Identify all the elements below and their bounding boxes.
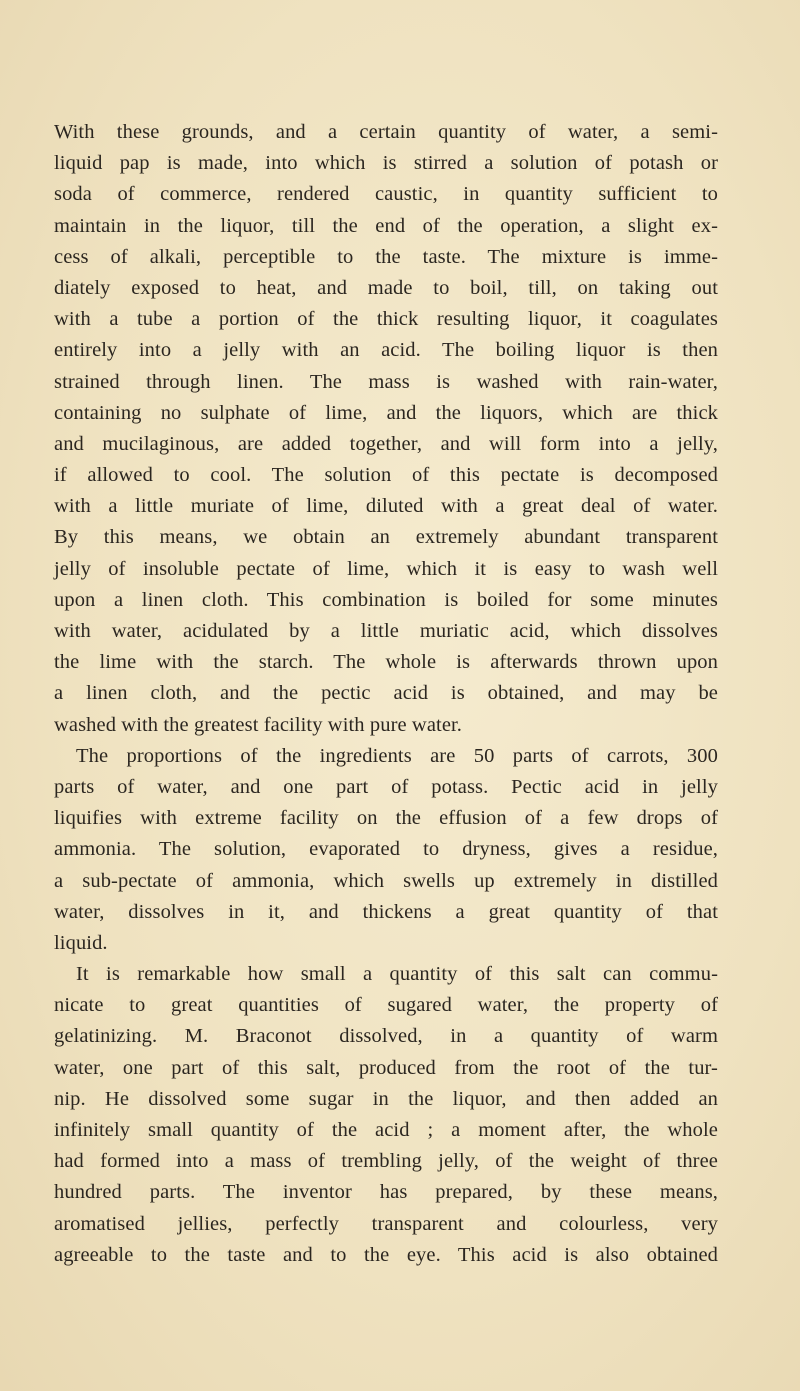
text-line: The proportions of the ingredients are 50 parts of carrots, 300 [76, 744, 718, 767]
text-line: if allowed to cool. The solution of this pectate is decomposed [54, 464, 718, 487]
text-line: agreeable to the taste and to the eye. This acid is also obtained [54, 1243, 718, 1266]
text-line: gelatinizing. M. Braconot dissolved, in a quantity of warm [54, 1025, 718, 1048]
text-line: liquid pap is made, into which is stirred a solution of potash or [54, 152, 718, 175]
text-line: and mucilaginous, are added together, and will form into a jelly, [54, 432, 718, 455]
text-line: liquifies with extreme facility on the effusion of a few drops of [54, 807, 718, 830]
text-line: had formed into a mass of trembling jelly, of the weight of three [54, 1150, 718, 1173]
text-line: containing no sulphate of lime, and the liquors, which are thick [54, 401, 718, 424]
text-line: jelly of insoluble pectate of lime, which it is easy to wash well [54, 557, 718, 580]
text-line: It is remarkable how small a quantity of this salt can commu- [76, 963, 718, 986]
text-line: nip. He dissolved some sugar in the liquor, and then added an [54, 1087, 718, 1110]
body-text [54, 117, 718, 1271]
text-line: water, dissolves in it, and thickens a great quantity of that [54, 900, 718, 923]
text-line: diately exposed to heat, and made to boil, till, on taking out [54, 276, 718, 299]
text-line: strained through linen. The mass is washed with rain-water, [54, 370, 718, 393]
text-line: the lime with the starch. The whole is afterwards thrown upon [54, 651, 718, 674]
text-line: soda of commerce, rendered caustic, in quantity sufficient to [54, 183, 718, 206]
text-line: washed with the greatest facility with pure water. [54, 713, 463, 736]
text-line: liquid. [54, 931, 108, 954]
text-line: With these grounds, and a certain quantity of water, a semi- [54, 121, 718, 143]
text-line: a sub-pectate of ammonia, which swells up extremely in distilled [54, 869, 718, 892]
text-line: hundred parts. The inventor has prepared, by these means, [54, 1181, 718, 1204]
text-line: with a tube a portion of the thick resulting liquor, it coagulates [54, 308, 718, 331]
text-line: aromatised jellies, perfectly transparent and colourless, very [54, 1212, 718, 1235]
text-line: a linen cloth, and the pectic acid is obtained, and may be [54, 682, 718, 705]
text-line: entirely into a jelly with an acid. The boiling liquor is then [54, 339, 718, 362]
text-line: maintain in the liquor, till the end of the operation, a slight ex- [54, 214, 718, 237]
text-line: with water, acidulated by a little muriatic acid, which dissolves [54, 620, 718, 642]
text-line: parts of water, and one part of potass. Pectic acid in jelly [54, 775, 718, 798]
text-line: with a little muriate of lime, diluted with a great deal of water. [54, 495, 718, 518]
text-line: cess of alkali, perceptible to the taste. The mixture is imme- [54, 245, 718, 268]
text-line: nicate to great quantities of sugared water, the property of [54, 994, 718, 1017]
text-line: infinitely small quantity of the acid ; a moment after, the whole [54, 1119, 718, 1141]
text-line: upon a linen cloth. This combination is boiled for some minutes [54, 588, 718, 611]
text-line: By this means, we obtain an extremely abundant transparent [54, 526, 718, 549]
text-line: ammonia. The solution, evaporated to dryness, gives a residue, [54, 838, 718, 861]
text-line: water, one part of this salt, produced from the root of the tur- [54, 1056, 718, 1079]
